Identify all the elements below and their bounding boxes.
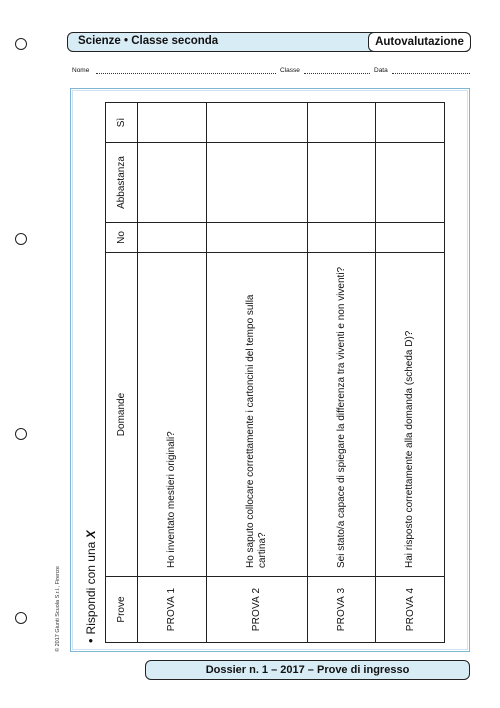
date-label: Data (374, 67, 388, 74)
bullet-icon: • (83, 638, 98, 643)
instruction-text: Rispondi con una (84, 541, 98, 635)
instruction (83, 530, 98, 643)
prova-label: PROVA 3 (307, 577, 376, 643)
header-si: Sì (106, 103, 138, 143)
answer-no-cell[interactable] (307, 223, 376, 253)
prova-label: PROVA 2 (206, 577, 307, 643)
binder-hole-upper (15, 233, 27, 245)
answer-no-cell[interactable] (206, 223, 307, 253)
header-prove: Prove (106, 577, 138, 643)
answer-abbastanza-cell[interactable] (376, 143, 445, 223)
section-badge: Autovalutazione (368, 32, 471, 52)
table-row (376, 103, 445, 643)
copyright-note: © 2017 Giunti Scuola S.r.l., Firenze (55, 566, 61, 652)
x-mark: X (84, 530, 98, 539)
question-text: Ho inventato mestieri originali? (138, 253, 207, 577)
header-abbastanza: Abbastanza (106, 143, 138, 223)
footer-bar: Dossier n. 1 – 2017 – Prove di ingresso (145, 660, 470, 680)
header-no: No (106, 223, 138, 253)
binder-hole-top (15, 38, 27, 50)
answer-no-cell[interactable] (138, 223, 207, 253)
name-field[interactable] (96, 73, 276, 74)
table-row (307, 103, 376, 643)
answer-si-cell[interactable] (206, 103, 307, 143)
table-header-row (106, 103, 138, 643)
rotated-worksheet (80, 98, 460, 643)
self-assessment-table (105, 102, 445, 643)
answer-si-cell[interactable] (376, 103, 445, 143)
class-field[interactable] (304, 73, 370, 74)
binder-hole-lower (15, 428, 27, 440)
answer-abbastanza-cell[interactable] (138, 143, 207, 223)
question-text: Ho saputo collocare correttamente i cartoncini del tempo sulla cartina? (206, 253, 307, 577)
question-text: Sei stato/a capace di spiegare la differenza tra viventi e non viventi? (307, 253, 376, 577)
answer-si-cell[interactable] (307, 103, 376, 143)
binder-hole-bottom (15, 612, 27, 624)
table-row (206, 103, 307, 643)
prova-label: PROVA 1 (138, 577, 207, 643)
answer-abbastanza-cell[interactable] (307, 143, 376, 223)
student-info-line (72, 67, 472, 79)
header-bar (67, 32, 471, 52)
prova-label: PROVA 4 (376, 577, 445, 643)
subject-title: Scienze • Classe seconda (78, 35, 219, 47)
question-text: Hai risposto correttamente alla domanda (scheda D)? (376, 253, 445, 577)
table-row (138, 103, 207, 643)
answer-si-cell[interactable] (138, 103, 207, 143)
date-field[interactable] (392, 73, 470, 74)
name-label: Nome (72, 67, 90, 74)
header-domande: Domande (106, 253, 138, 577)
answer-abbastanza-cell[interactable] (206, 143, 307, 223)
class-label: Classe (280, 67, 300, 74)
answer-no-cell[interactable] (376, 223, 445, 253)
